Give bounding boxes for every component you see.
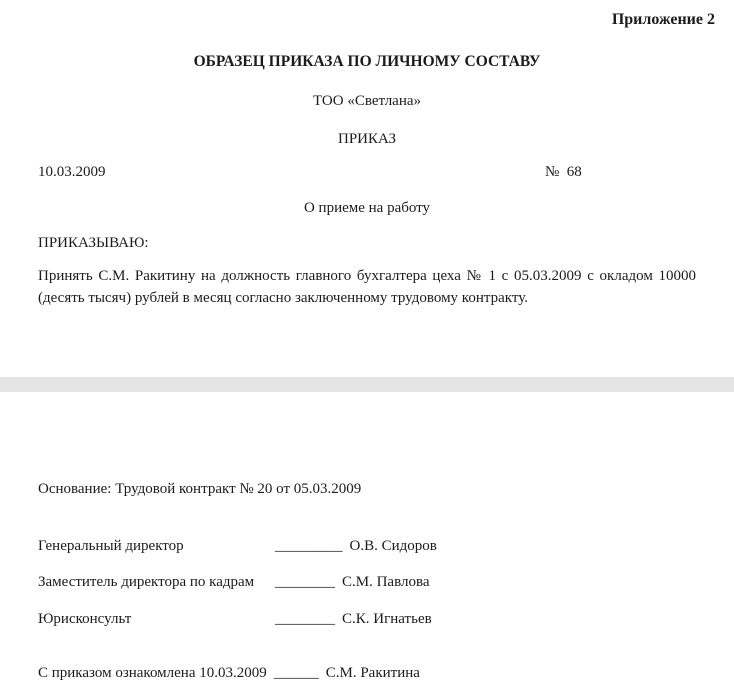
date-number-row [0, 164, 734, 184]
signature-name: О.В. Сидоров [349, 538, 437, 554]
document-date: 10.03.2009 [38, 164, 106, 180]
acknowledgment-name: С.М. Ракитина [325, 665, 420, 681]
organization-name: ТОО «Светлана» [312, 93, 422, 109]
acknowledgment-text: С приказом ознакомлена 10.03.2009 [38, 665, 267, 681]
basis-line: Основание: Трудовой контракт № 20 от 05.03.2009 [38, 481, 362, 497]
signature-title: Заместитель директора по кадрам [38, 574, 255, 590]
document-type-heading: ПРИКАЗ [338, 131, 396, 147]
signature-line: ________ [275, 611, 335, 627]
order-body-paragraph: Принять С.М. Ракитину на должность главного бухгалтера цеха № 1 с 05.03.2009 с окладом 10000 (десять тысяч) рублей в месяц согласно заключенному трудовому контракту. [38, 268, 696, 306]
signature-name: С.М. Павлова [342, 574, 430, 590]
document-title: ОБРАЗЕЦ ПРИКАЗА ПО ЛИЧНОМУ СОСТАВУ [193, 53, 541, 70]
signature-row-deputy-director [38, 574, 696, 591]
signature-row-legal-counsel [38, 611, 696, 628]
order-verb: ПРИКАЗЫВАЮ: [38, 235, 149, 251]
acknowledgment-row [38, 665, 420, 682]
signature-line: ________ [275, 574, 335, 590]
signature-line: _________ [275, 538, 343, 554]
page-break-separator [0, 377, 734, 392]
document-subject: О приеме на работу [303, 200, 431, 216]
acknowledgment-line: ______ [273, 665, 319, 681]
signature-name: С.К. Игнатьев [342, 611, 432, 627]
signature-row-general-director [38, 538, 696, 555]
signature-title: Генеральный директор [38, 538, 184, 554]
annex-label: Приложение 2 [611, 11, 715, 28]
document-number: № 68 [545, 164, 582, 180]
signature-title: Юрисконсульт [38, 611, 132, 627]
